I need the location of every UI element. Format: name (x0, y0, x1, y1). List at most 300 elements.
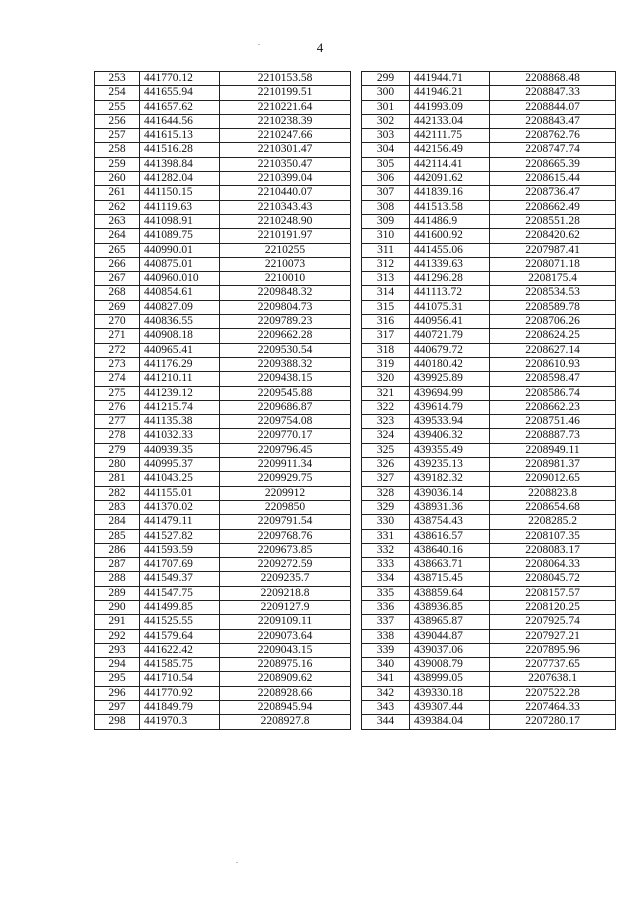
y-coordinate-cell: 2208624.25 (490, 329, 616, 343)
x-coordinate-cell: 438754.43 (410, 515, 490, 529)
x-coordinate-cell: 441499.85 (140, 600, 220, 614)
x-coordinate-cell: 440908.18 (140, 329, 220, 343)
y-coordinate-cell: 2208175.4 (490, 272, 616, 286)
x-coordinate-cell: 438936.85 (410, 600, 490, 614)
x-coordinate-cell: 442091.62 (410, 172, 490, 186)
point-number-cell: 276 (95, 400, 140, 414)
table-row (95, 200, 351, 214)
table-row (95, 343, 351, 357)
point-number-cell: 272 (95, 343, 140, 357)
point-number-cell: 278 (95, 429, 140, 443)
x-coordinate-cell: 441970.3 (140, 715, 220, 729)
table-row (95, 701, 351, 715)
y-coordinate-cell: 2207895.96 (490, 643, 616, 657)
table-row (362, 672, 616, 686)
point-number-cell: 293 (95, 643, 140, 657)
y-coordinate-cell: 2208420.62 (490, 229, 616, 243)
table-row (95, 672, 351, 686)
point-number-cell: 329 (362, 500, 410, 514)
y-coordinate-cell: 2210343.43 (220, 200, 351, 214)
table-row (362, 214, 616, 228)
y-coordinate-cell: 2208662.23 (490, 400, 616, 414)
table-row (362, 543, 616, 557)
table-row (362, 186, 616, 200)
x-coordinate-cell: 441527.82 (140, 529, 220, 543)
point-number-cell: 338 (362, 629, 410, 643)
table-row (362, 701, 616, 715)
x-coordinate-cell: 441282.04 (140, 172, 220, 186)
table-row (95, 572, 351, 586)
point-number-cell: 289 (95, 586, 140, 600)
x-coordinate-cell: 441525.55 (140, 615, 220, 629)
point-number-cell: 259 (95, 157, 140, 171)
table-row (95, 129, 351, 143)
x-coordinate-cell: 441398.84 (140, 157, 220, 171)
y-coordinate-cell: 2209545.88 (220, 386, 351, 400)
y-coordinate-cell: 2208610.93 (490, 357, 616, 371)
x-coordinate-cell: 440956.41 (410, 315, 490, 329)
point-number-cell: 319 (362, 357, 410, 371)
table-row (362, 86, 616, 100)
table-row (362, 100, 616, 114)
point-number-cell: 284 (95, 515, 140, 529)
x-coordinate-cell: 439044.87 (410, 629, 490, 643)
table-row (362, 515, 616, 529)
y-coordinate-cell: 2209673.85 (220, 543, 351, 557)
x-coordinate-cell: 442111.75 (410, 129, 490, 143)
point-number-cell: 326 (362, 458, 410, 472)
point-number-cell: 321 (362, 386, 410, 400)
y-coordinate-cell: 2208981.37 (490, 458, 616, 472)
x-coordinate-cell: 441655.94 (140, 86, 220, 100)
x-coordinate-cell: 441993.09 (410, 100, 490, 114)
x-coordinate-cell: 439307.44 (410, 701, 490, 715)
table-row (362, 372, 616, 386)
y-coordinate-cell: 2209911.34 (220, 458, 351, 472)
table-row (362, 586, 616, 600)
y-coordinate-cell: 2208586.74 (490, 386, 616, 400)
y-coordinate-cell: 2209218.8 (220, 586, 351, 600)
y-coordinate-cell: 2210440.07 (220, 186, 351, 200)
y-coordinate-cell: 2209929.75 (220, 472, 351, 486)
y-coordinate-cell: 2207987.41 (490, 243, 616, 257)
table-row (362, 500, 616, 514)
x-coordinate-cell: 440960.010 (140, 272, 220, 286)
point-number-cell: 298 (95, 715, 140, 729)
x-coordinate-cell: 441593.59 (140, 543, 220, 557)
table-row (95, 100, 351, 114)
x-coordinate-cell: 441600.92 (410, 229, 490, 243)
point-number-cell: 294 (95, 658, 140, 672)
x-coordinate-cell: 441615.13 (140, 129, 220, 143)
point-number-cell: 268 (95, 286, 140, 300)
y-coordinate-cell: 2208927.8 (220, 715, 351, 729)
point-number-cell: 254 (95, 86, 140, 100)
y-coordinate-cell: 2210350.47 (220, 157, 351, 171)
point-number-cell: 331 (362, 529, 410, 543)
point-number-cell: 256 (95, 114, 140, 128)
x-coordinate-cell: 439235.13 (410, 458, 490, 472)
table-row (95, 300, 351, 314)
x-coordinate-cell: 441710.54 (140, 672, 220, 686)
point-number-cell: 281 (95, 472, 140, 486)
y-coordinate-cell: 2207737.65 (490, 658, 616, 672)
table-row (362, 172, 616, 186)
point-number-cell: 340 (362, 658, 410, 672)
table-row (362, 129, 616, 143)
y-coordinate-cell: 2208285.2 (490, 515, 616, 529)
table-row (362, 686, 616, 700)
point-number-cell: 301 (362, 100, 410, 114)
x-coordinate-cell: 440180.42 (410, 357, 490, 371)
x-coordinate-cell: 438999.05 (410, 672, 490, 686)
y-coordinate-cell: 2208551.28 (490, 214, 616, 228)
table-row (95, 243, 351, 257)
table-row (95, 715, 351, 729)
table-row (95, 472, 351, 486)
x-coordinate-cell: 441547.75 (140, 586, 220, 600)
y-coordinate-cell: 2209127.9 (220, 600, 351, 614)
x-coordinate-cell: 440875.01 (140, 257, 220, 271)
x-coordinate-cell: 438859.64 (410, 586, 490, 600)
x-coordinate-cell: 439037.06 (410, 643, 490, 657)
table-row (362, 629, 616, 643)
y-coordinate-cell: 2209768.76 (220, 529, 351, 543)
x-coordinate-cell: 438640.16 (410, 543, 490, 557)
y-coordinate-cell: 2209530.54 (220, 343, 351, 357)
point-number-cell: 304 (362, 143, 410, 157)
point-number-cell: 303 (362, 129, 410, 143)
point-number-cell: 290 (95, 600, 140, 614)
x-coordinate-cell: 438715.45 (410, 572, 490, 586)
table-row (362, 400, 616, 414)
x-coordinate-cell: 440990.01 (140, 243, 220, 257)
y-coordinate-cell: 2208615.44 (490, 172, 616, 186)
point-number-cell: 311 (362, 243, 410, 257)
point-number-cell: 330 (362, 515, 410, 529)
table-row (95, 114, 351, 128)
point-number-cell: 265 (95, 243, 140, 257)
point-number-cell: 264 (95, 229, 140, 243)
point-number-cell: 287 (95, 558, 140, 572)
point-number-cell: 323 (362, 415, 410, 429)
y-coordinate-cell: 2209388.32 (220, 357, 351, 371)
y-coordinate-cell: 2208975.16 (220, 658, 351, 672)
y-coordinate-cell: 2208823.8 (490, 486, 616, 500)
point-number-cell: 269 (95, 300, 140, 314)
x-coordinate-cell: 441644.56 (140, 114, 220, 128)
point-number-cell: 343 (362, 701, 410, 715)
point-number-cell: 260 (95, 172, 140, 186)
table-row (362, 114, 616, 128)
y-coordinate-cell: 2208662.49 (490, 200, 616, 214)
y-coordinate-cell: 2209791.54 (220, 515, 351, 529)
x-coordinate-cell: 442133.04 (410, 114, 490, 128)
x-coordinate-cell: 441370.02 (140, 500, 220, 514)
x-coordinate-cell: 439614.79 (410, 400, 490, 414)
table-row (362, 286, 616, 300)
table-row (95, 658, 351, 672)
table-row (362, 143, 616, 157)
table-row (362, 272, 616, 286)
table-row (95, 529, 351, 543)
y-coordinate-cell: 2208706.26 (490, 315, 616, 329)
x-coordinate-cell: 441296.28 (410, 272, 490, 286)
y-coordinate-cell: 2207925.74 (490, 615, 616, 629)
table-row (95, 257, 351, 271)
y-coordinate-cell: 2207522.28 (490, 686, 616, 700)
point-number-cell: 305 (362, 157, 410, 171)
x-coordinate-cell: 441150.15 (140, 186, 220, 200)
y-coordinate-cell: 2208928.66 (220, 686, 351, 700)
y-coordinate-cell: 2208762.76 (490, 129, 616, 143)
x-coordinate-cell: 439008.79 (410, 658, 490, 672)
table-row (95, 543, 351, 557)
y-coordinate-cell: 2207927.21 (490, 629, 616, 643)
table-row (362, 329, 616, 343)
table-row (95, 458, 351, 472)
x-coordinate-cell: 441770.92 (140, 686, 220, 700)
point-number-cell: 312 (362, 257, 410, 271)
table-row (95, 357, 351, 371)
y-coordinate-cell: 2210255 (220, 243, 351, 257)
table-row (362, 600, 616, 614)
point-number-cell: 339 (362, 643, 410, 657)
x-coordinate-cell: 441032.33 (140, 429, 220, 443)
x-coordinate-cell: 442114.41 (410, 157, 490, 171)
point-number-cell: 344 (362, 715, 410, 729)
y-coordinate-cell: 2209850 (220, 500, 351, 514)
x-coordinate-cell: 441089.75 (140, 229, 220, 243)
y-coordinate-cell: 2208589.78 (490, 300, 616, 314)
point-number-cell: 292 (95, 629, 140, 643)
x-coordinate-cell: 440939.35 (140, 443, 220, 457)
x-coordinate-cell: 439406.32 (410, 429, 490, 443)
table-row (95, 500, 351, 514)
y-coordinate-cell: 2208847.33 (490, 86, 616, 100)
x-coordinate-cell: 441622.42 (140, 643, 220, 657)
y-coordinate-cell: 2209272.59 (220, 558, 351, 572)
y-coordinate-cell: 2209438.15 (220, 372, 351, 386)
table-row (95, 400, 351, 414)
point-number-cell: 332 (362, 543, 410, 557)
table-row (95, 486, 351, 500)
point-number-cell: 308 (362, 200, 410, 214)
table-row (95, 643, 351, 657)
y-coordinate-cell: 2210153.58 (220, 72, 351, 86)
y-coordinate-cell: 2208107.35 (490, 529, 616, 543)
point-number-cell: 302 (362, 114, 410, 128)
table-row (362, 529, 616, 543)
y-coordinate-cell: 2209804.73 (220, 300, 351, 314)
y-coordinate-cell: 2208949.11 (490, 443, 616, 457)
x-coordinate-cell: 441119.63 (140, 200, 220, 214)
table-row (95, 415, 351, 429)
x-coordinate-cell: 439533.94 (410, 415, 490, 429)
point-number-cell: 328 (362, 486, 410, 500)
y-coordinate-cell: 2208843.47 (490, 114, 616, 128)
table-row (95, 272, 351, 286)
point-number-cell: 279 (95, 443, 140, 457)
table-row (362, 343, 616, 357)
point-number-cell: 285 (95, 529, 140, 543)
point-number-cell: 318 (362, 343, 410, 357)
x-coordinate-cell: 441135.38 (140, 415, 220, 429)
y-coordinate-cell: 2210199.51 (220, 86, 351, 100)
point-number-cell: 306 (362, 172, 410, 186)
x-coordinate-cell: 440854.61 (140, 286, 220, 300)
point-number-cell: 266 (95, 257, 140, 271)
table-row (95, 372, 351, 386)
table-row (362, 558, 616, 572)
x-coordinate-cell: 439925.89 (410, 372, 490, 386)
coordinates-table-left (94, 71, 351, 730)
y-coordinate-cell: 2209686.87 (220, 400, 351, 414)
table-row (95, 315, 351, 329)
point-number-cell: 262 (95, 200, 140, 214)
y-coordinate-cell: 2208045.72 (490, 572, 616, 586)
x-coordinate-cell: 441944.71 (410, 72, 490, 86)
point-number-cell: 299 (362, 72, 410, 86)
table-row (95, 515, 351, 529)
point-number-cell: 263 (95, 214, 140, 228)
x-coordinate-cell: 441239.12 (140, 386, 220, 400)
y-coordinate-cell: 2208887.73 (490, 429, 616, 443)
x-coordinate-cell: 441486.9 (410, 214, 490, 228)
y-coordinate-cell: 2210073 (220, 257, 351, 271)
point-number-cell: 315 (362, 300, 410, 314)
point-number-cell: 320 (362, 372, 410, 386)
x-coordinate-cell: 441075.31 (410, 300, 490, 314)
point-number-cell: 336 (362, 600, 410, 614)
x-coordinate-cell: 438663.71 (410, 558, 490, 572)
point-number-cell: 295 (95, 672, 140, 686)
table-row (95, 429, 351, 443)
table-row (95, 586, 351, 600)
point-number-cell: 273 (95, 357, 140, 371)
x-coordinate-cell: 439355.49 (410, 443, 490, 457)
point-number-cell: 314 (362, 286, 410, 300)
table-row (95, 386, 351, 400)
y-coordinate-cell: 2209796.45 (220, 443, 351, 457)
y-coordinate-cell: 2210301.47 (220, 143, 351, 157)
table-row (362, 257, 616, 271)
y-coordinate-cell: 2210010 (220, 272, 351, 286)
scan-speck (258, 44, 260, 45)
point-number-cell: 283 (95, 500, 140, 514)
table-row (95, 329, 351, 343)
x-coordinate-cell: 439330.18 (410, 686, 490, 700)
x-coordinate-cell: 438965.87 (410, 615, 490, 629)
y-coordinate-cell: 2210248.90 (220, 214, 351, 228)
y-coordinate-cell: 2208747.74 (490, 143, 616, 157)
point-number-cell: 270 (95, 315, 140, 329)
point-number-cell: 282 (95, 486, 140, 500)
y-coordinate-cell: 2210238.39 (220, 114, 351, 128)
point-number-cell: 341 (362, 672, 410, 686)
point-number-cell: 258 (95, 143, 140, 157)
point-number-cell: 271 (95, 329, 140, 343)
table-row (95, 143, 351, 157)
y-coordinate-cell: 2209073.64 (220, 629, 351, 643)
table-row (362, 643, 616, 657)
table-row (95, 229, 351, 243)
y-coordinate-cell: 2209912 (220, 486, 351, 500)
y-coordinate-cell: 2209043.15 (220, 643, 351, 657)
point-number-cell: 300 (362, 86, 410, 100)
point-number-cell: 322 (362, 400, 410, 414)
table-row (362, 315, 616, 329)
x-coordinate-cell: 440679.72 (410, 343, 490, 357)
y-coordinate-cell: 2208157.57 (490, 586, 616, 600)
table-row (362, 157, 616, 171)
point-number-cell: 313 (362, 272, 410, 286)
table-row (95, 443, 351, 457)
x-coordinate-cell: 438931.36 (410, 500, 490, 514)
table-row (95, 172, 351, 186)
y-coordinate-cell: 2209754.08 (220, 415, 351, 429)
point-number-cell: 309 (362, 214, 410, 228)
point-number-cell: 333 (362, 558, 410, 572)
table-row (95, 686, 351, 700)
table-row (95, 600, 351, 614)
y-coordinate-cell: 2207464.33 (490, 701, 616, 715)
table-row (362, 472, 616, 486)
point-number-cell: 291 (95, 615, 140, 629)
point-number-cell: 261 (95, 186, 140, 200)
table-row (362, 386, 616, 400)
table-row (362, 658, 616, 672)
x-coordinate-cell: 441770.12 (140, 72, 220, 86)
point-number-cell: 255 (95, 100, 140, 114)
table-row (95, 286, 351, 300)
y-coordinate-cell: 2208736.47 (490, 186, 616, 200)
y-coordinate-cell: 2208945.94 (220, 701, 351, 715)
x-coordinate-cell: 438616.57 (410, 529, 490, 543)
x-coordinate-cell: 441946.21 (410, 86, 490, 100)
point-number-cell: 253 (95, 72, 140, 86)
y-coordinate-cell: 2210247.66 (220, 129, 351, 143)
point-number-cell: 335 (362, 586, 410, 600)
point-number-cell: 275 (95, 386, 140, 400)
scan-speck (236, 862, 238, 863)
x-coordinate-cell: 441849.79 (140, 701, 220, 715)
x-coordinate-cell: 441215.74 (140, 400, 220, 414)
y-coordinate-cell: 2209109.11 (220, 615, 351, 629)
table-row (362, 243, 616, 257)
point-number-cell: 307 (362, 186, 410, 200)
point-number-cell: 280 (95, 458, 140, 472)
point-number-cell: 286 (95, 543, 140, 557)
y-coordinate-cell: 2209235.7 (220, 572, 351, 586)
x-coordinate-cell: 440836.55 (140, 315, 220, 329)
table-row (362, 715, 616, 729)
table-row (362, 300, 616, 314)
point-number-cell: 297 (95, 701, 140, 715)
x-coordinate-cell: 441585.75 (140, 658, 220, 672)
y-coordinate-cell: 2208627.14 (490, 343, 616, 357)
table-row (95, 86, 351, 100)
x-coordinate-cell: 441657.62 (140, 100, 220, 114)
point-number-cell: 274 (95, 372, 140, 386)
x-coordinate-cell: 441043.25 (140, 472, 220, 486)
x-coordinate-cell: 440721.79 (410, 329, 490, 343)
y-coordinate-cell: 2208844.07 (490, 100, 616, 114)
x-coordinate-cell: 441479.11 (140, 515, 220, 529)
table-row (95, 72, 351, 86)
y-coordinate-cell: 2208665.39 (490, 157, 616, 171)
point-number-cell: 337 (362, 615, 410, 629)
